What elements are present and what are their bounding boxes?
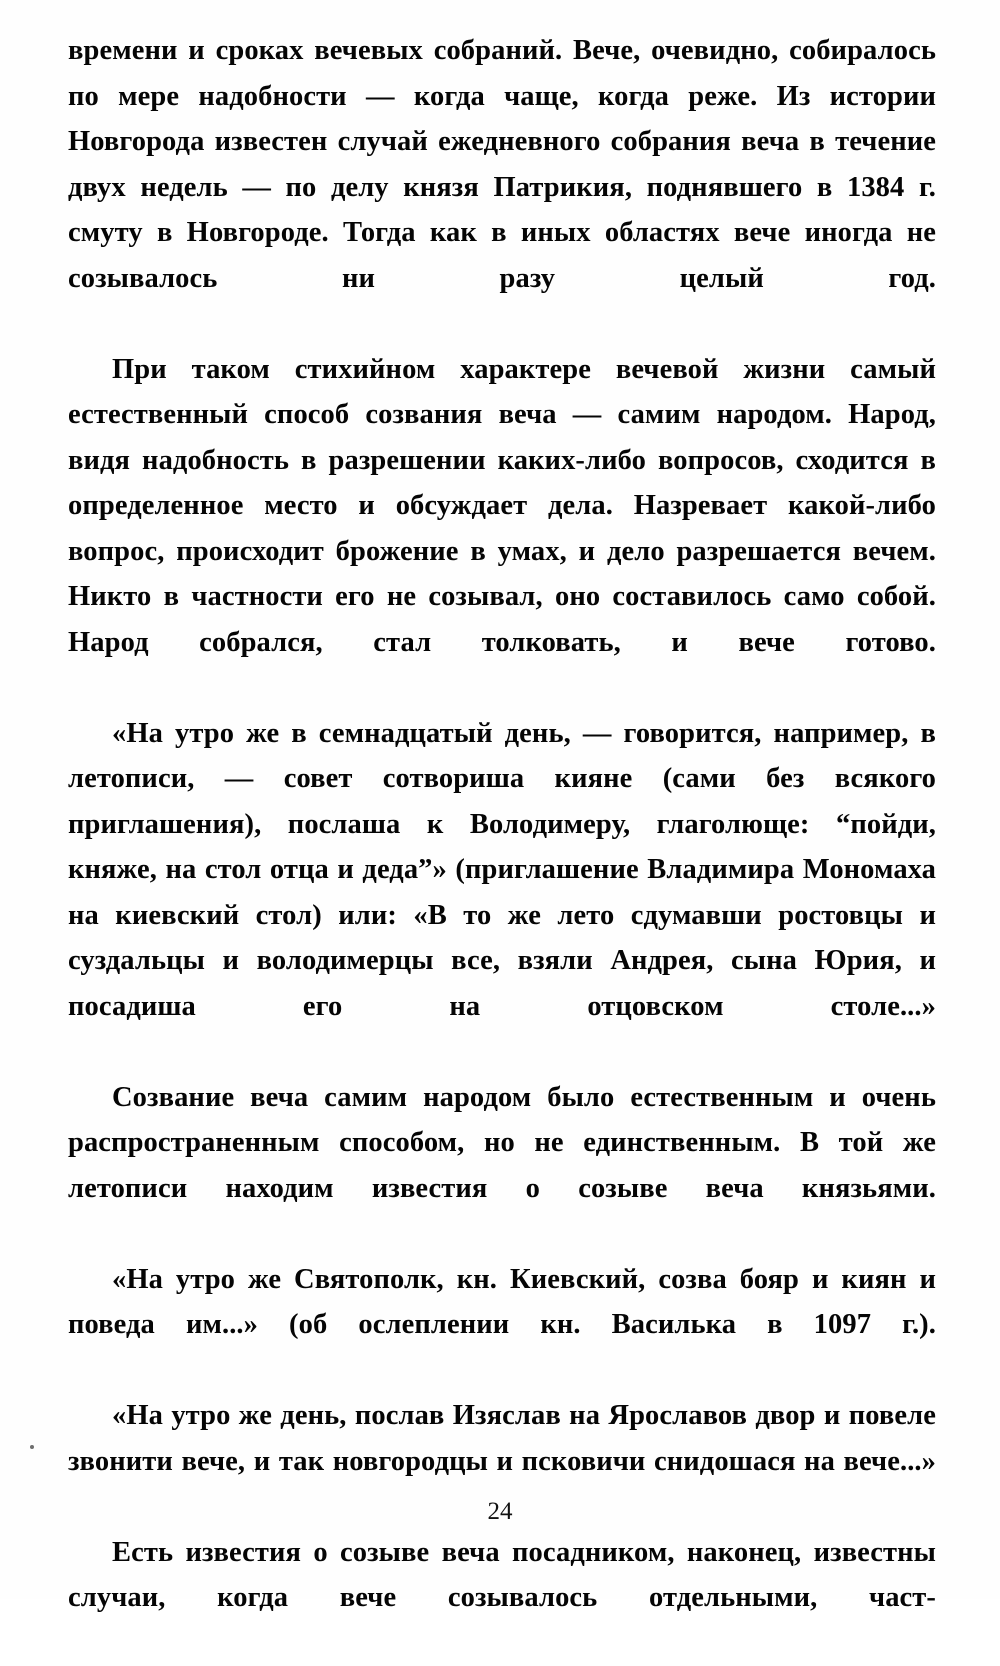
paragraph-5: «На утро же Святополк, кн. Киевский, созва бояр и киян и поведа им...» (об ослеплении кн. Василька в 1097 г.). (68, 1257, 936, 1394)
paragraph-2: При таком стихийном характере вечевой жизни самый естественный способ созвания веча — самим народом. Народ, видя надобность в разрешении каких-либо вопросов, сходится в определенное место и обсуждает дела. Назревает какой-либо вопрос, происходит брожение в умах, и дело разрешается вечем. Никто в частности его не созывал, оно составилось само собой. Народ собрался, стал толковать, и вече готово. (68, 347, 936, 711)
paragraph-3: «На утро же в семнадцатый день, — говорится, например, в летописи, — совет сотвориша кияне (сами без всякого приглашения), послаша к Володимеру, глаголюще: “пойди, княже, на стол отца и деда”» (приглашение Владимира Мономаха на киевский стол) или: «В то же лето сдумавши ростовцы и суздальцы и володимерцы все, взяли Андрея, сына Юрия, и посадиша его на отцовском столе...» (68, 711, 936, 1075)
page-number: 24 (0, 1498, 1000, 1526)
paragraph-6: «На утро же день, послав Изяслав на Ярославов двор и повеле звонити вече, и так новгородцы и псковичи снидошася на вече...» (68, 1393, 936, 1530)
paragraph-1: времени и сроках вечевых собраний. Вече, очевидно, собиралось по мере надобности — когда чаще, когда реже. Из истории Новгорода известен случай ежедневного собрания веча в течение двух недель — по делу князя Патрикия, поднявшего в 1384 г. смуту в Новгороде. Тогда как в иных областях вече иногда не созывалось ни разу целый год. (68, 28, 936, 347)
body-text-column (68, 28, 936, 1666)
paragraph-4: Созвание веча самим народом было естественным и очень распространенным способом, но не единственным. В той же летописи находим известия о созыве веча князьями. (68, 1075, 936, 1257)
paragraph-7: Есть известия о созыве веча посадником, наконец, известны случаи, когда вече созывалось отдельными, част- (68, 1530, 936, 1666)
page-speck (30, 1445, 34, 1449)
